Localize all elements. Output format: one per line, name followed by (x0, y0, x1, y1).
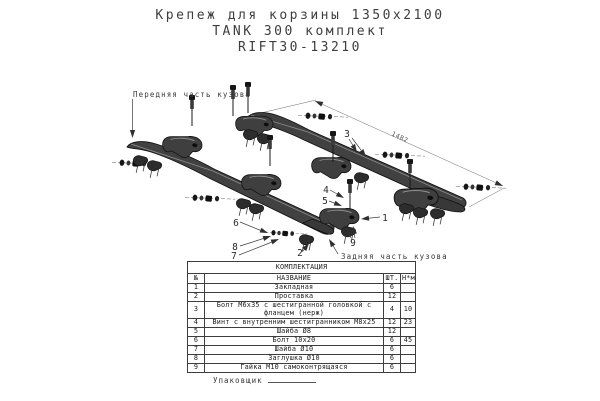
table-title-row (188, 262, 416, 274)
spacer-pad (147, 160, 163, 178)
row-qty: 6 (384, 363, 401, 372)
callout-4: 4 (323, 185, 329, 196)
spacer-pad (430, 208, 446, 226)
bolt (347, 179, 353, 210)
row-name: Гайка М10 самоконтрящаяся (205, 363, 384, 372)
title-line-1: Крепеж для корзины 1350х2100 (155, 8, 445, 23)
leader-arrow (327, 238, 336, 248)
dimension-arrow (495, 180, 504, 188)
row-torque (401, 363, 416, 372)
row-num: 3 (188, 302, 205, 319)
leader-arrow (260, 228, 269, 236)
parts-table-wrap (187, 261, 416, 373)
row-qty: 6 (384, 354, 401, 363)
row-num: 7 (188, 345, 205, 354)
table-row (188, 336, 416, 345)
row-name: Шайба Ø10 (205, 345, 384, 354)
table-row (188, 302, 416, 319)
packer-signature (213, 374, 316, 385)
col-header-torque: Н*м (402, 273, 415, 282)
callout-6: 6 (233, 218, 239, 229)
row-torque: 23 (401, 318, 416, 327)
spacer-pad (354, 172, 370, 190)
col-header-qty: ШТ. (384, 274, 401, 284)
row-num: 8 (188, 354, 205, 363)
callout-3: 3 (344, 129, 350, 140)
leader-arrow (361, 216, 369, 222)
dimension-text: 1482 (390, 129, 410, 145)
spacer-pad (249, 203, 265, 221)
row-name: Заглушка Ø10 (205, 354, 384, 363)
row-qty: 4 (384, 302, 401, 319)
col-header-name: НАЗВАНИЕ (205, 274, 384, 284)
row-torque: 10 (401, 302, 416, 319)
row-name: Болт 10х20 (205, 336, 384, 345)
table-row (188, 318, 416, 327)
leader-arrow (336, 192, 346, 201)
row-qty: 12 (384, 293, 401, 302)
leader-arrow (130, 130, 135, 138)
title-line-3: RIFT30-13210 (238, 40, 362, 55)
parts-table (187, 261, 416, 373)
callout-9: 9 (350, 238, 356, 249)
dimension-arrow (314, 99, 323, 107)
row-qty: 12 (384, 327, 401, 336)
table-header-row (188, 274, 416, 284)
spacer-pad (399, 203, 415, 221)
table-row (188, 363, 416, 372)
front-label-text: Передняя часть кузова (133, 90, 251, 99)
spacer-pad (243, 129, 259, 147)
row-qty: 6 (384, 336, 401, 345)
bolt (189, 95, 195, 126)
row-qty: 12 (384, 318, 401, 327)
rear-label-text: Задняя часть кузова (341, 252, 448, 261)
table-title: КОМПЛЕКТАЦИЯ (188, 262, 416, 274)
row-num: 1 (188, 284, 205, 293)
packer-signature-line (268, 374, 316, 383)
leader-arrow (334, 201, 343, 209)
row-torque (401, 327, 416, 336)
row-torque (401, 354, 416, 363)
row-num: 4 (188, 318, 205, 327)
leader-arrow (271, 237, 280, 245)
spacer-pad (133, 155, 149, 173)
packer-label: Упаковщик (213, 376, 263, 385)
title-line-2: TANK 300 комплект (212, 24, 388, 39)
dimension-1482 (248, 99, 504, 207)
row-name: Шайба Ø8 (205, 327, 384, 336)
row-qty: 6 (384, 284, 401, 293)
callout-8: 8 (232, 242, 238, 253)
callout-2: 2 (297, 248, 303, 259)
callout-1: 1 (382, 213, 388, 224)
spacer-pad (413, 207, 429, 225)
front-rail-bar (127, 142, 334, 235)
bolt (267, 135, 273, 166)
row-num: 2 (188, 293, 205, 302)
row-name: Проставка (205, 293, 384, 302)
row-torque: 45 (401, 336, 416, 345)
row-num: 9 (188, 363, 205, 372)
callout-7: 7 (231, 251, 237, 262)
callout-5: 5 (322, 196, 328, 207)
row-num: 5 (188, 327, 205, 336)
row-torque (401, 293, 416, 302)
hardware-set (185, 193, 235, 205)
table-row (188, 327, 416, 336)
row-name: Винт с внутренним шестигранником М8х25 (205, 318, 384, 327)
table-row (188, 345, 416, 354)
row-torque (401, 345, 416, 354)
leader-arrow (263, 234, 272, 241)
table-row (188, 354, 416, 363)
row-name: Болт М6х35 с шестигранной головкой с фланцем (нерж) (205, 302, 384, 319)
row-qty: 6 (384, 345, 401, 354)
row-torque (401, 284, 416, 293)
row-name: Закладная (205, 284, 384, 293)
hardware-set (375, 150, 425, 162)
col-header-num: № (188, 274, 205, 284)
row-num: 6 (188, 336, 205, 345)
